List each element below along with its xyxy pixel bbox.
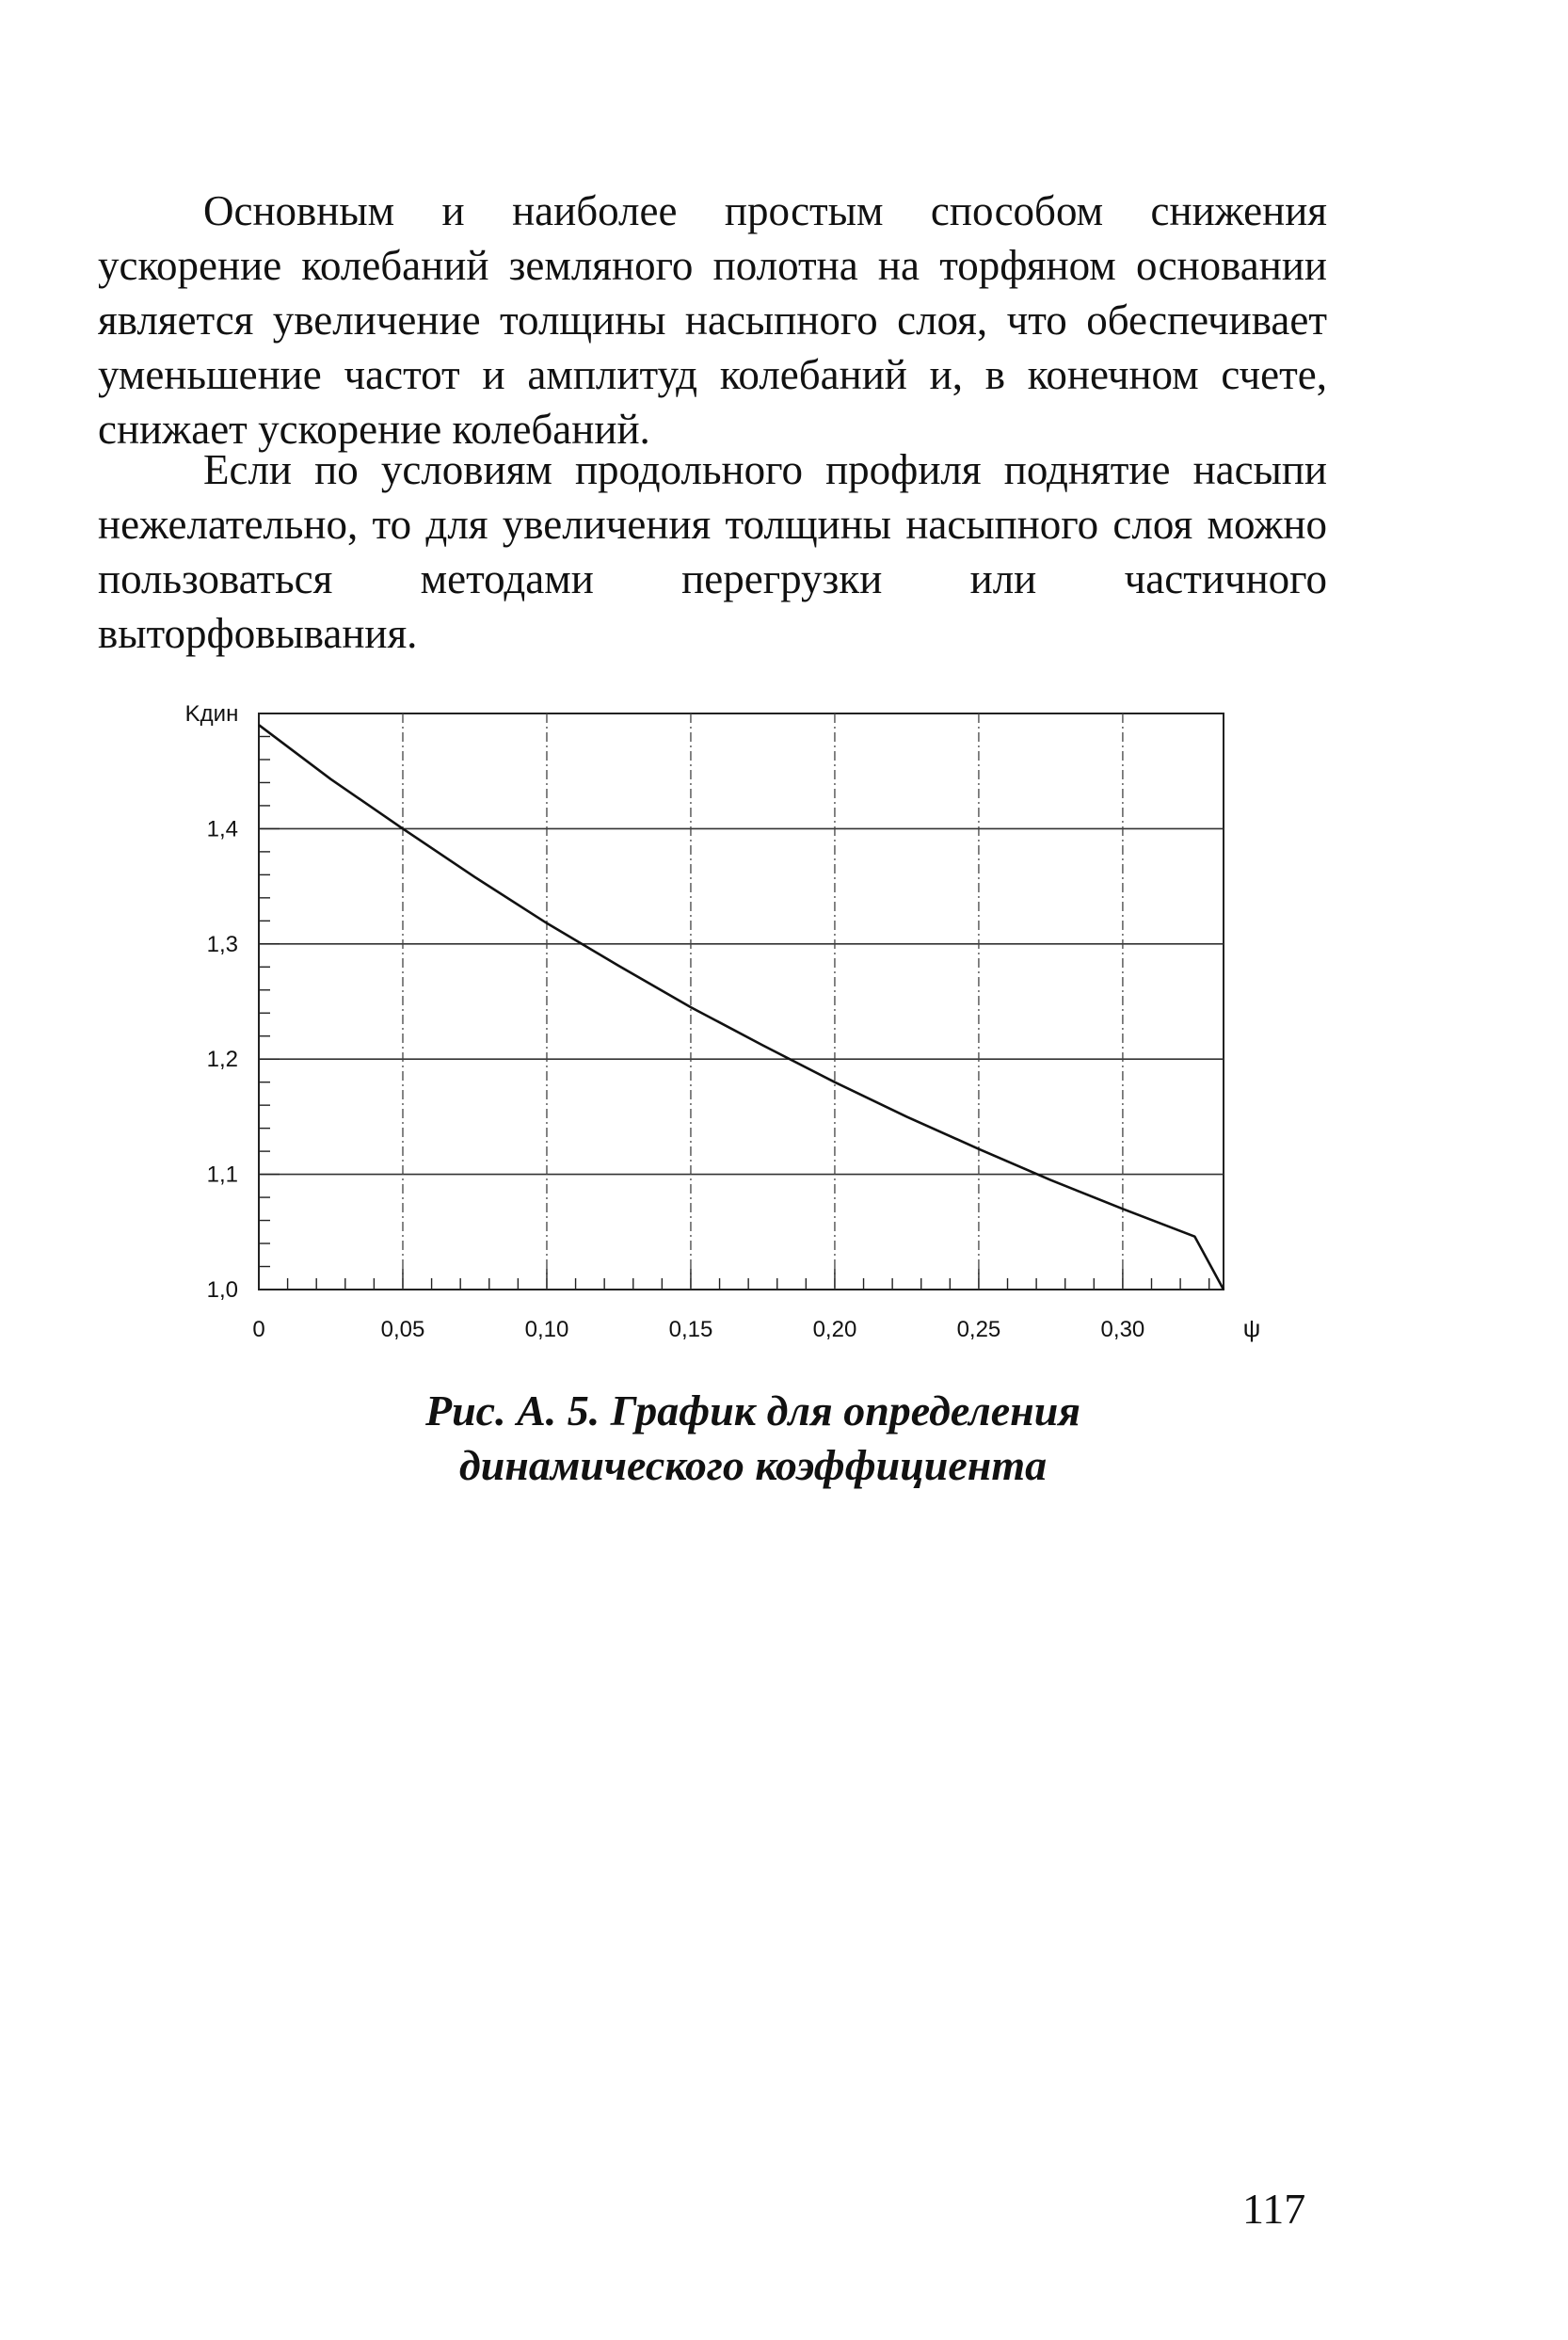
- x-tick-label-0: 0: [252, 1317, 265, 1342]
- x-tick-label-3: 0,15: [668, 1317, 713, 1342]
- plot-frame: [259, 713, 1224, 1290]
- paragraph-1: [98, 184, 1327, 457]
- caption-line-2: динамического коэффициента: [458, 1441, 1048, 1489]
- caption-line-1: Рис. А. 5. График для определения: [424, 1386, 1081, 1434]
- x-tick-label-2: 0,10: [524, 1317, 569, 1342]
- paragraph-2-text: Если по условиям продольного профиля поднятие насыпи нежелательно, то для увеличения толщины насыпного слоя можно пользоваться методами перегрузки или частичного выторфовывания.: [98, 446, 1327, 657]
- x-tick-label-4: 0,20: [812, 1317, 857, 1342]
- y-tick-label-2: 1,2: [206, 1047, 238, 1073]
- paragraph-1-text: Основным и наиболее простым способом снижения ускорение колебаний земляного полотна на торфяном основании является увеличение толщины насыпного слоя, что обеспечивает уменьшение частот и амплитуд колебаний и, в конечном счете, снижает ускорение колебаний.: [98, 187, 1327, 453]
- x-axis-label: ψ: [1242, 1314, 1261, 1342]
- x-tick-label-1: 0,05: [380, 1317, 425, 1342]
- dynamic-coefficient-chart: [169, 697, 1280, 1355]
- y-tick-label-3: 1,3: [206, 931, 238, 957]
- figure-caption: [235, 1384, 1271, 1493]
- x-tick-label-6: 0,30: [1100, 1317, 1145, 1342]
- y-tick-label-1: 1,1: [206, 1162, 238, 1188]
- y-axis-label: Kдин: [184, 701, 239, 727]
- page-number: 117: [1242, 2185, 1306, 2233]
- y-tick-label-4: 1,4: [206, 816, 238, 842]
- paragraph-2: [98, 442, 1327, 661]
- y-tick-label-0: 1,0: [206, 1277, 238, 1303]
- x-tick-label-5: 0,25: [956, 1317, 1001, 1342]
- series-line-0: [259, 725, 1224, 1290]
